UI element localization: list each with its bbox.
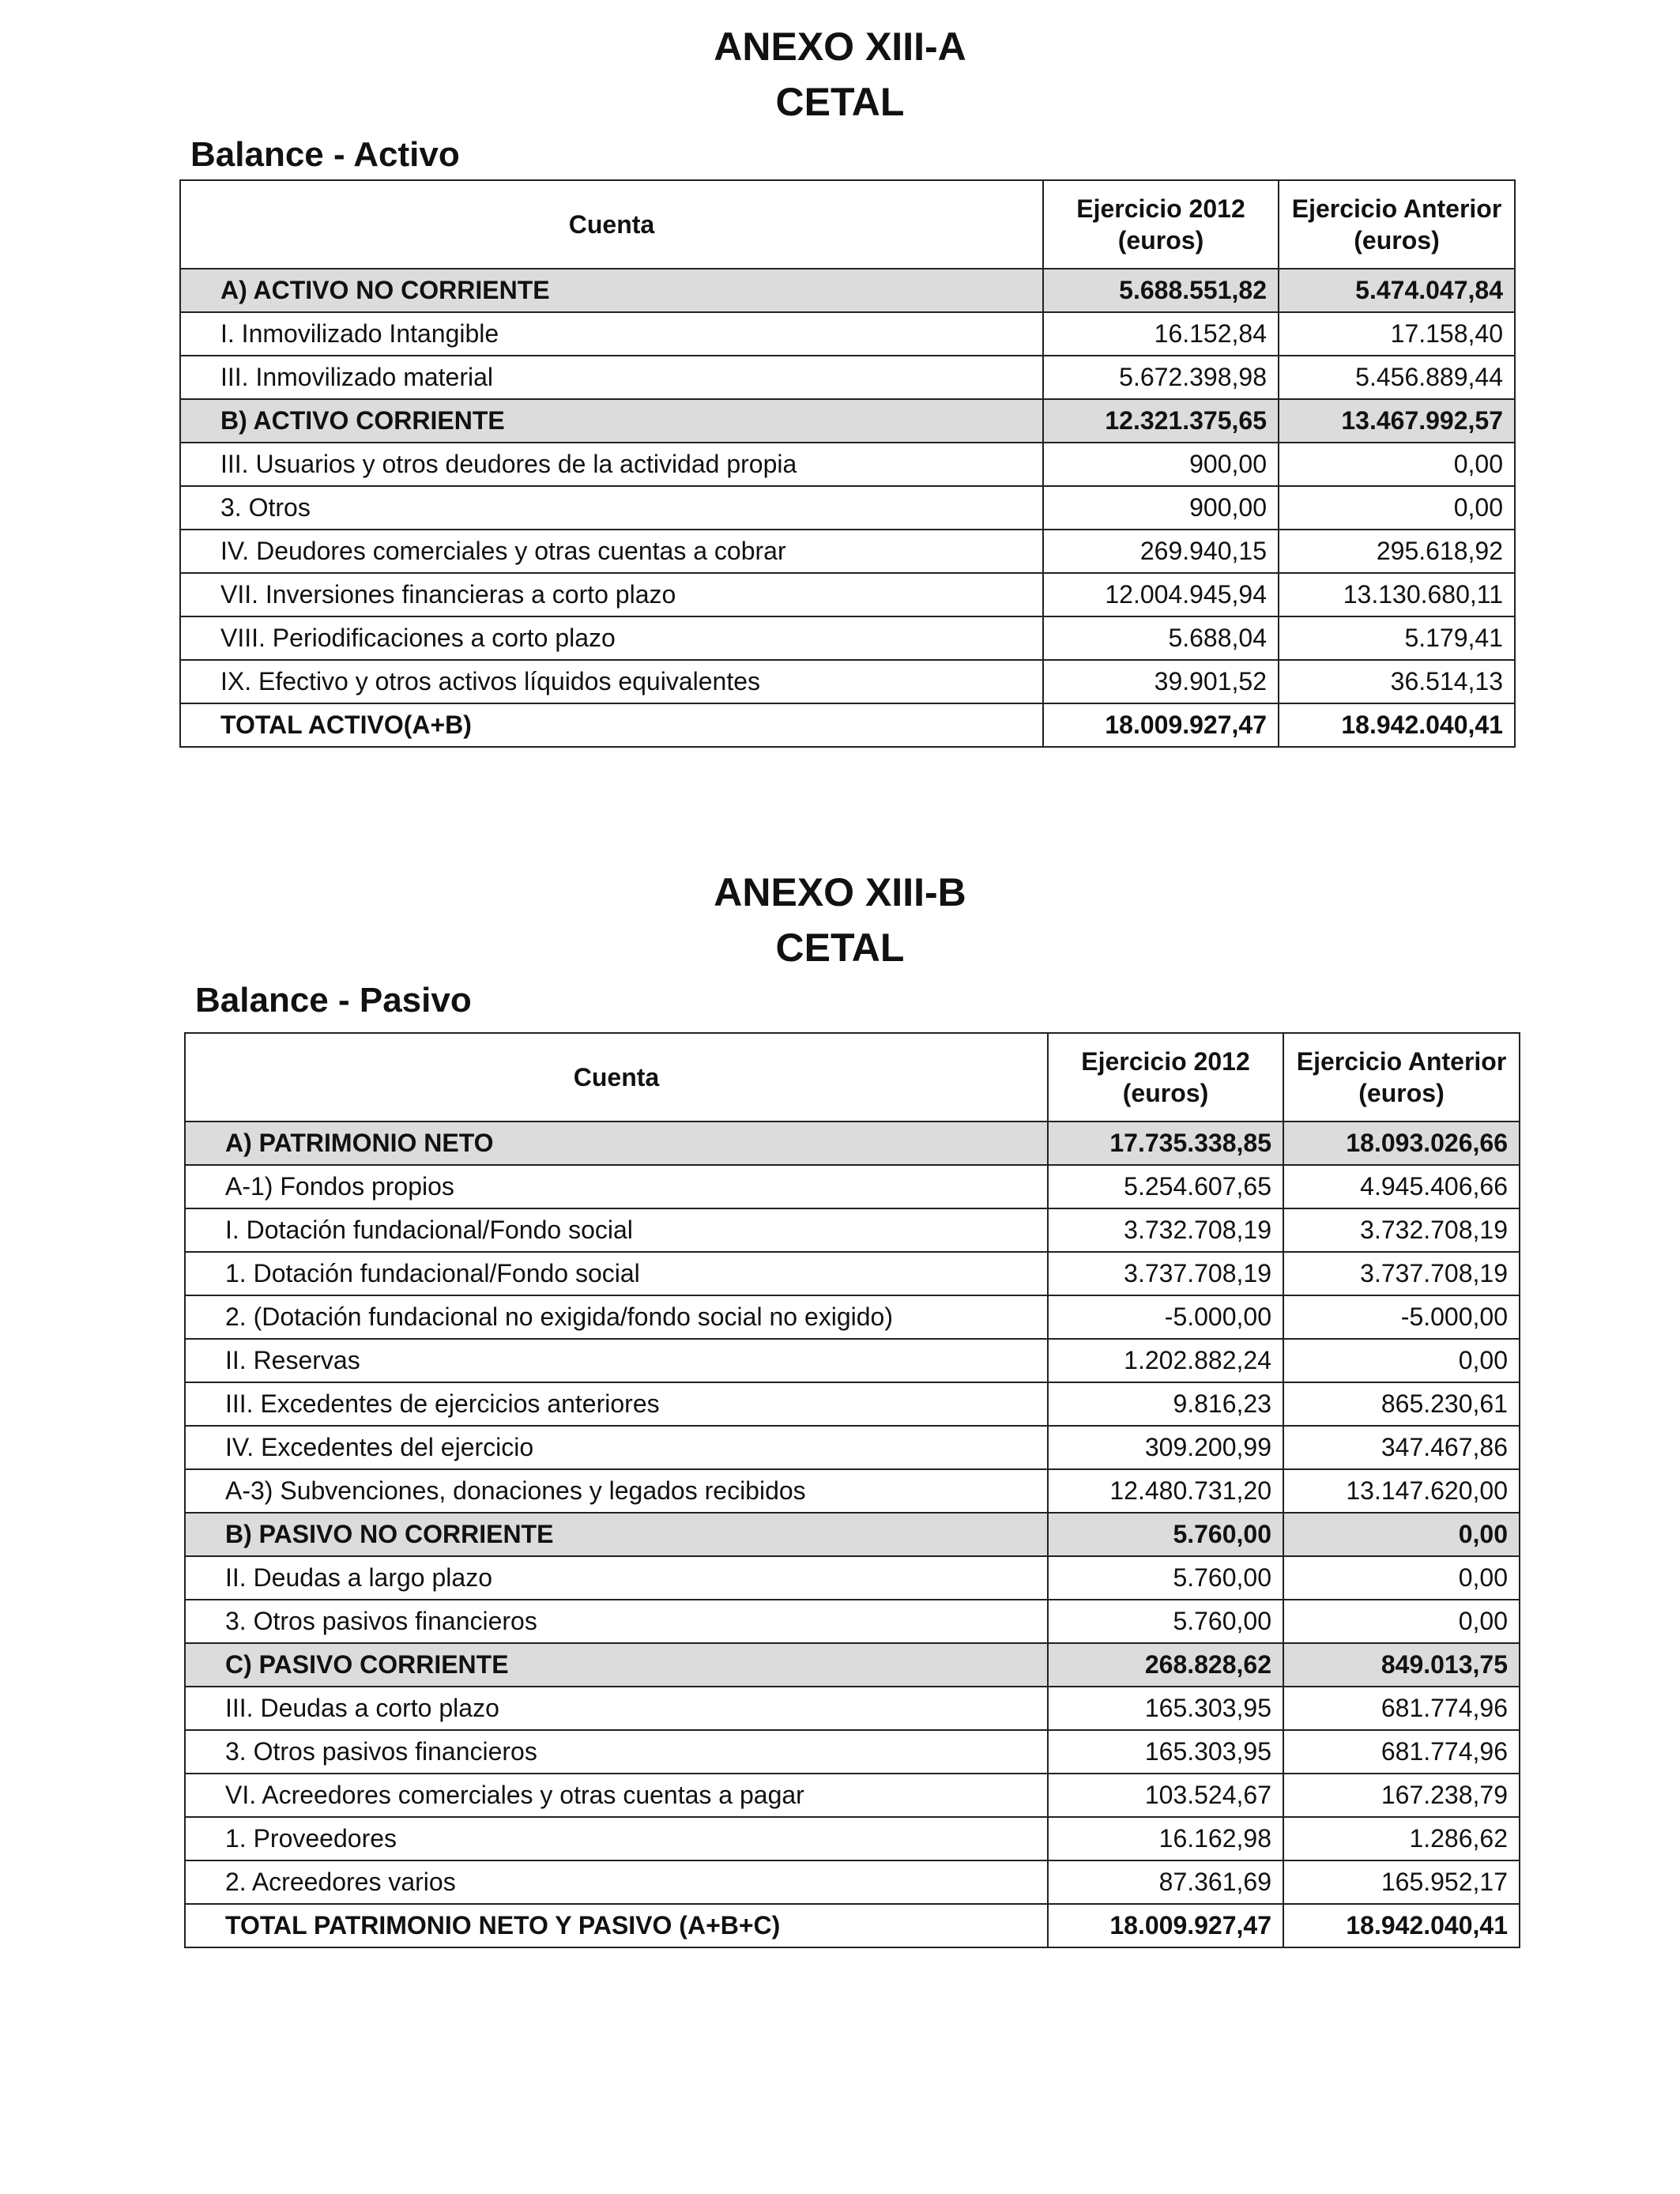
table-row: [185, 1122, 1520, 1165]
row-label: B) ACTIVO CORRIENTE: [180, 399, 1043, 443]
table-row: [185, 1556, 1520, 1600]
row-current-year-value: 18.009.927,47: [1043, 703, 1279, 747]
table-header-row: [180, 180, 1515, 269]
row-previous-year-value: 0,00: [1283, 1339, 1520, 1382]
annex-title-line2: CETAL: [775, 80, 905, 124]
row-previous-year-value: 13.467.992,57: [1279, 399, 1515, 443]
row-previous-year-value: 5.179,41: [1279, 616, 1515, 660]
header-current-year: Ejercicio 2012 (euros): [1048, 1033, 1283, 1122]
table-row: [185, 1643, 1520, 1687]
balance-pasivo-table: [184, 1032, 1520, 1948]
row-previous-year-value: 849.013,75: [1283, 1643, 1520, 1687]
row-previous-year-value: 0,00: [1283, 1556, 1520, 1600]
row-current-year-value: 12.480.731,20: [1048, 1469, 1283, 1513]
row-previous-year-value: 17.158,40: [1279, 312, 1515, 356]
row-current-year-value: 18.009.927,47: [1048, 1904, 1283, 1947]
table-row: [185, 1252, 1520, 1295]
row-current-year-value: 269.940,15: [1043, 530, 1279, 573]
table-row: [185, 1426, 1520, 1469]
row-label: II. Deudas a largo plazo: [185, 1556, 1048, 1600]
row-label: 3. Otros: [180, 486, 1043, 530]
row-previous-year-value: 18.942.040,41: [1279, 703, 1515, 747]
table-row: [185, 1904, 1520, 1947]
header-current-year: Ejercicio 2012 (euros): [1043, 180, 1279, 269]
row-previous-year-value: 5.474.047,84: [1279, 269, 1515, 312]
row-current-year-value: 900,00: [1043, 486, 1279, 530]
table-row: [180, 573, 1515, 616]
row-label: 1. Proveedores: [185, 1817, 1048, 1860]
row-previous-year-value: 4.945.406,66: [1283, 1165, 1520, 1208]
row-current-year-value: 5.760,00: [1048, 1556, 1283, 1600]
balance-pasivo-section: [0, 865, 1680, 1940]
header-account: Cuenta: [180, 180, 1043, 269]
row-label: 2. (Dotación fundacional no exigida/fondo social no exigido): [185, 1295, 1048, 1339]
row-label: IX. Efectivo y otros activos líquidos equivalentes: [180, 660, 1043, 703]
header-account: Cuenta: [185, 1033, 1048, 1122]
header-previous-year: Ejercicio Anterior (euros): [1279, 180, 1515, 269]
row-label: TOTAL ACTIVO(A+B): [180, 703, 1043, 747]
table-row: [180, 399, 1515, 443]
balance-activo-table: [179, 179, 1516, 748]
row-label: 3. Otros pasivos financieros: [185, 1730, 1048, 1774]
annex-title-line1: ANEXO XIII-B: [714, 870, 966, 914]
row-current-year-value: 5.688,04: [1043, 616, 1279, 660]
table-row: [185, 1730, 1520, 1774]
table-row: [185, 1817, 1520, 1860]
row-current-year-value: 5.254.607,65: [1048, 1165, 1283, 1208]
row-label: C) PASIVO CORRIENTE: [185, 1643, 1048, 1687]
table-row: [180, 703, 1515, 747]
row-label: III. Deudas a corto plazo: [185, 1687, 1048, 1730]
row-previous-year-value: 18.942.040,41: [1283, 1904, 1520, 1947]
annex-title-line1: ANEXO XIII-A: [714, 25, 966, 69]
table-row: [180, 312, 1515, 356]
row-label: A-1) Fondos propios: [185, 1165, 1048, 1208]
annex-title: [0, 865, 1680, 975]
row-current-year-value: 268.828,62: [1048, 1643, 1283, 1687]
table-row: [185, 1513, 1520, 1556]
row-current-year-value: 3.737.708,19: [1048, 1252, 1283, 1295]
row-current-year-value: 1.202.882,24: [1048, 1339, 1283, 1382]
row-label: 2. Acreedores varios: [185, 1860, 1048, 1904]
row-previous-year-value: 295.618,92: [1279, 530, 1515, 573]
row-previous-year-value: -5.000,00: [1283, 1295, 1520, 1339]
row-current-year-value: 16.152,84: [1043, 312, 1279, 356]
table-row: [180, 443, 1515, 486]
row-current-year-value: 900,00: [1043, 443, 1279, 486]
row-previous-year-value: 0,00: [1283, 1513, 1520, 1556]
row-label: B) PASIVO NO CORRIENTE: [185, 1513, 1048, 1556]
table-row: [180, 356, 1515, 399]
row-previous-year-value: 167.238,79: [1283, 1774, 1520, 1817]
row-current-year-value: 3.732.708,19: [1048, 1208, 1283, 1252]
row-previous-year-value: 5.456.889,44: [1279, 356, 1515, 399]
table-row: [180, 530, 1515, 573]
row-label: 1. Dotación fundacional/Fondo social: [185, 1252, 1048, 1295]
balance-subtitle: Balance - Pasivo: [195, 981, 472, 1020]
row-previous-year-value: 0,00: [1283, 1600, 1520, 1643]
table-row: [185, 1295, 1520, 1339]
table-header-row: [185, 1033, 1520, 1122]
row-label: TOTAL PATRIMONIO NETO Y PASIVO (A+B+C): [185, 1904, 1048, 1947]
table-row: [185, 1469, 1520, 1513]
row-label: A-3) Subvenciones, donaciones y legados recibidos: [185, 1469, 1048, 1513]
balance-subtitle: Balance - Activo: [190, 135, 460, 174]
row-label: 3. Otros pasivos financieros: [185, 1600, 1048, 1643]
row-current-year-value: 309.200,99: [1048, 1426, 1283, 1469]
balance-activo-section: [0, 19, 1680, 739]
row-current-year-value: 5.672.398,98: [1043, 356, 1279, 399]
table-row: [180, 486, 1515, 530]
table-row: [185, 1774, 1520, 1817]
row-previous-year-value: 13.130.680,11: [1279, 573, 1515, 616]
table-row: [185, 1382, 1520, 1426]
row-current-year-value: 165.303,95: [1048, 1687, 1283, 1730]
row-current-year-value: 12.004.945,94: [1043, 573, 1279, 616]
row-previous-year-value: 165.952,17: [1283, 1860, 1520, 1904]
row-previous-year-value: 681.774,96: [1283, 1730, 1520, 1774]
row-label: III. Usuarios y otros deudores de la actividad propia: [180, 443, 1043, 486]
row-label: VII. Inversiones financieras a corto plazo: [180, 573, 1043, 616]
row-previous-year-value: 347.467,86: [1283, 1426, 1520, 1469]
row-label: I. Dotación fundacional/Fondo social: [185, 1208, 1048, 1252]
row-current-year-value: 5.760,00: [1048, 1600, 1283, 1643]
row-previous-year-value: 13.147.620,00: [1283, 1469, 1520, 1513]
row-previous-year-value: 0,00: [1279, 486, 1515, 530]
row-current-year-value: 9.816,23: [1048, 1382, 1283, 1426]
row-current-year-value: 87.361,69: [1048, 1860, 1283, 1904]
table-row: [185, 1860, 1520, 1904]
row-label: A) ACTIVO NO CORRIENTE: [180, 269, 1043, 312]
row-previous-year-value: 36.514,13: [1279, 660, 1515, 703]
table-row: [185, 1339, 1520, 1382]
table-row: [185, 1165, 1520, 1208]
row-previous-year-value: 3.732.708,19: [1283, 1208, 1520, 1252]
table-row: [180, 616, 1515, 660]
row-label: III. Inmovilizado material: [180, 356, 1043, 399]
row-label: A) PATRIMONIO NETO: [185, 1122, 1048, 1165]
annex-title-line2: CETAL: [775, 925, 905, 970]
row-previous-year-value: 18.093.026,66: [1283, 1122, 1520, 1165]
table-row: [180, 660, 1515, 703]
row-current-year-value: -5.000,00: [1048, 1295, 1283, 1339]
row-label: VIII. Periodificaciones a corto plazo: [180, 616, 1043, 660]
pasivo-rows: [185, 1122, 1520, 1947]
table-row: [185, 1687, 1520, 1730]
row-current-year-value: 16.162,98: [1048, 1817, 1283, 1860]
table-row: [185, 1600, 1520, 1643]
table-row: [185, 1208, 1520, 1252]
row-label: IV. Deudores comerciales y otras cuentas a cobrar: [180, 530, 1043, 573]
row-label: II. Reservas: [185, 1339, 1048, 1382]
row-label: I. Inmovilizado Intangible: [180, 312, 1043, 356]
table-row: [180, 269, 1515, 312]
row-current-year-value: 12.321.375,65: [1043, 399, 1279, 443]
annex-title: [0, 19, 1680, 130]
row-previous-year-value: 681.774,96: [1283, 1687, 1520, 1730]
row-previous-year-value: 865.230,61: [1283, 1382, 1520, 1426]
row-label: VI. Acreedores comerciales y otras cuentas a pagar: [185, 1774, 1048, 1817]
row-current-year-value: 5.760,00: [1048, 1513, 1283, 1556]
row-previous-year-value: 3.737.708,19: [1283, 1252, 1520, 1295]
row-previous-year-value: 1.286,62: [1283, 1817, 1520, 1860]
row-previous-year-value: 0,00: [1279, 443, 1515, 486]
row-label: III. Excedentes de ejercicios anteriores: [185, 1382, 1048, 1426]
row-current-year-value: 5.688.551,82: [1043, 269, 1279, 312]
row-current-year-value: 165.303,95: [1048, 1730, 1283, 1774]
row-current-year-value: 103.524,67: [1048, 1774, 1283, 1817]
activo-rows: [180, 269, 1515, 747]
row-current-year-value: 17.735.338,85: [1048, 1122, 1283, 1165]
row-label: IV. Excedentes del ejercicio: [185, 1426, 1048, 1469]
header-previous-year: Ejercicio Anterior (euros): [1283, 1033, 1520, 1122]
row-current-year-value: 39.901,52: [1043, 660, 1279, 703]
